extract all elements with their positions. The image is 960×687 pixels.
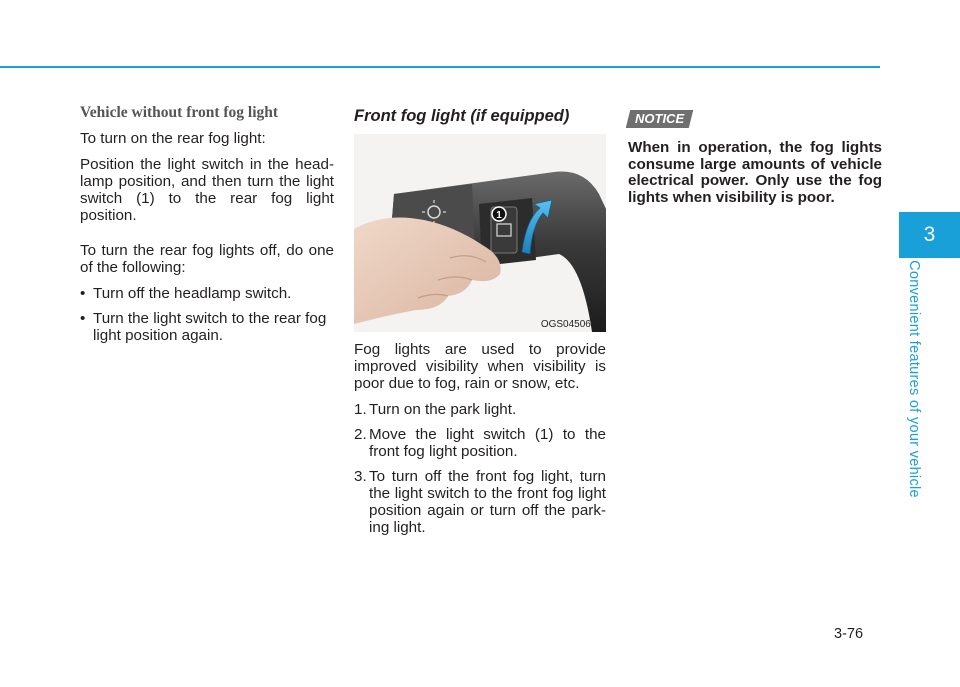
- page-number: 3-76: [834, 626, 864, 642]
- notice-text: When in operation, the fog lights consume large amounts of vehicle electrical power. Only use the fog lights when visibility is poor.: [628, 139, 882, 206]
- bullet-item: • Turn off the headlamp switch.: [80, 285, 334, 302]
- light-switch-figure: [354, 134, 606, 332]
- step-number: 1.: [354, 401, 367, 418]
- column-right: [628, 110, 882, 215]
- step-item: [354, 426, 606, 460]
- chapter-title-text: Convenient features of your vehicle: [906, 260, 922, 498]
- section-title-front-fog: Front fog light (if equipped): [354, 107, 570, 125]
- rear-fog-off-intro: To turn the rear fog lights off, do one of the following:: [80, 242, 334, 276]
- bullet-item: • Turn the light switch to the rear fog light position again.: [80, 310, 334, 344]
- chapter-title-sidebar: [899, 260, 929, 498]
- rear-fog-off-list: [80, 285, 334, 344]
- step-number: 2.: [354, 426, 367, 443]
- step-text: Turn on the park light.: [369, 401, 517, 418]
- fog-light-description: Fog lights are used to provide improved visibility when visibility is poor due to fog, rain or snow, etc.: [354, 341, 606, 392]
- step-item: [354, 468, 606, 536]
- step-item: [354, 401, 606, 418]
- step-number: 3.: [354, 468, 367, 485]
- chapter-number-tab: 3: [899, 212, 960, 258]
- notice-label: NOTICE: [635, 111, 685, 126]
- notice-badge: [626, 110, 694, 128]
- column-middle: [354, 108, 606, 544]
- rear-fog-intro: To turn on the rear fog light:: [80, 130, 266, 147]
- fog-light-steps: [354, 401, 606, 536]
- callout-number: 1: [496, 210, 502, 221]
- figure-id: OGS045063L: [540, 319, 602, 330]
- step-text: Move the light switch (1) to the front fog light position.: [369, 426, 606, 460]
- light-switch-illustration: [354, 134, 606, 332]
- rear-fog-instruction: Position the light switch in the head-lamp position, and then turn the light switch (1) to the rear fog light position.: [80, 156, 334, 224]
- subheading-no-front-fog: Vehicle without front fog light: [80, 104, 279, 121]
- step-text: To turn off the front fog light, turn the light switch to the front fog light position again or turn off the park-ing light.: [369, 468, 606, 536]
- top-rule: [0, 66, 880, 68]
- column-left: [80, 104, 334, 352]
